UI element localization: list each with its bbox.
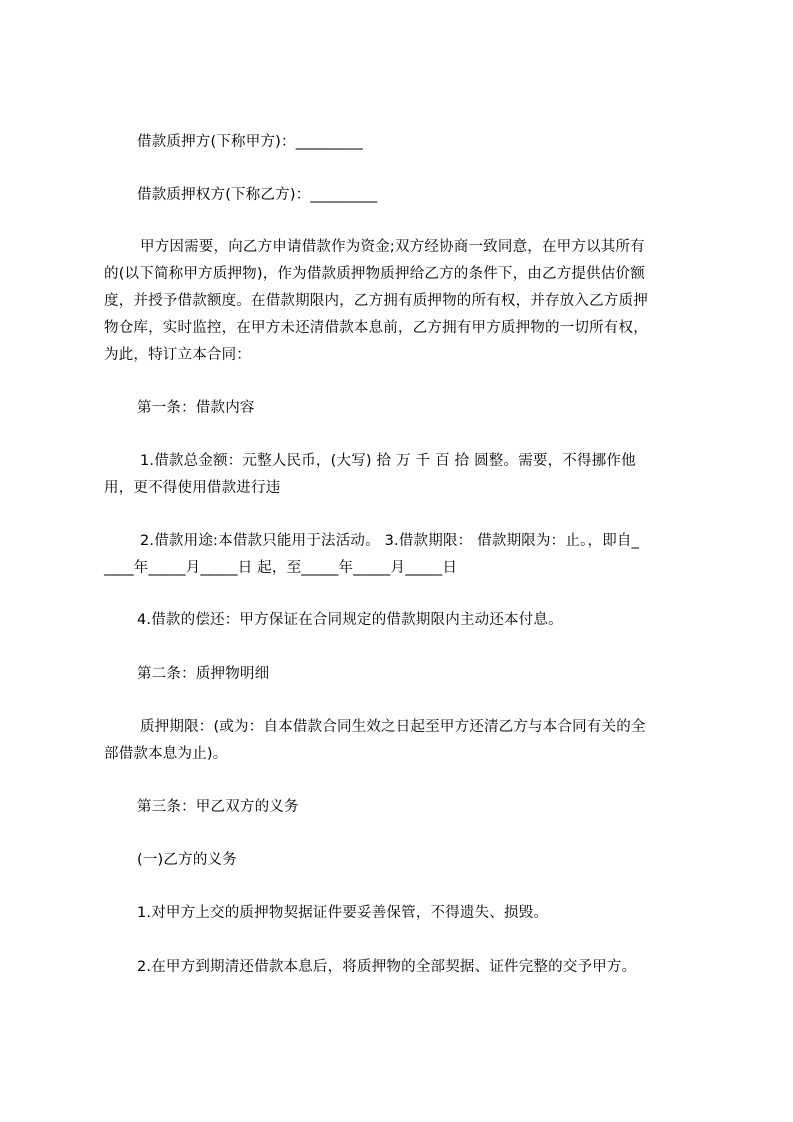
party-b-line xyxy=(137,181,377,209)
article-1-item-1-line-1: 1.借款总金额：元整人民币，(大写) 拾 万 千 百 拾 圆整。需要，不得挪作他 xyxy=(140,453,636,469)
article-1-item-4: 4.借款的偿还：甲方保证在合同规定的借款期限内主动还本付息。 xyxy=(137,612,563,628)
article-1-item-2-line-2: ____年_____月_____日 起，至_____年_____月_____日 xyxy=(104,560,458,576)
party-b-label: 借款质押权方(下称乙方)： xyxy=(137,187,311,203)
article-1-item-1-line-2: 用，更不得使用借款进行违 xyxy=(104,480,281,496)
article-2-text-line-1: 质押期限：(或为：自本借款合同生效之日起至甲方还清乙方与本合同有关的全 xyxy=(140,719,646,735)
intro-line-1: 甲方因需要，向乙方申请借款作为资金;双方经协商一致同意，在甲方以其所有 xyxy=(140,239,645,255)
article-2-title: 第二条：质押物明细 xyxy=(137,666,270,682)
intro-line-5: 为此，特订立本合同： xyxy=(104,347,251,363)
intro-line-4: 物仓库，实时监控，在甲方未还清借款本息前，乙方拥有甲方质押物的一切所有权， xyxy=(104,320,648,336)
article-2-text-line-2: 部借款本息为止)。 xyxy=(104,746,228,762)
party-a-blank: _________ xyxy=(295,134,363,150)
article-1-item-2-line-1: 2.借款用途:本借款只能用于法活动。 3.借款期限： 借款期限为：止。，即自_ xyxy=(140,533,640,549)
article-1-title: 第一条：借款内容 xyxy=(137,400,255,416)
article-3-item-1: 1.对甲方上交的质押物契据证件要妥善保管，不得遗失、损毁。 xyxy=(137,905,549,921)
intro-line-2: 的(以下简称甲方质押物)，作为借款质押物质押给乙方的条件下，由乙方提供估价额 xyxy=(104,266,645,282)
article-3-item-2: 2.在甲方到期清还借款本息后，将质押物的全部契据、证件完整的交予甲方。 xyxy=(137,959,637,975)
article-3-title: 第三条：甲乙双方的义务 xyxy=(137,799,299,815)
intro-line-3: 度，并授予借款额度。在借款期限内，乙方拥有质押物的所有权，并存放入乙方质押 xyxy=(104,293,648,309)
party-b-blank: _________ xyxy=(310,187,378,203)
party-a-line xyxy=(137,128,363,156)
article-3-subsection-1: (一)乙方的义务 xyxy=(137,852,237,868)
party-a-label: 借款质押方(下称甲方)： xyxy=(137,134,296,150)
